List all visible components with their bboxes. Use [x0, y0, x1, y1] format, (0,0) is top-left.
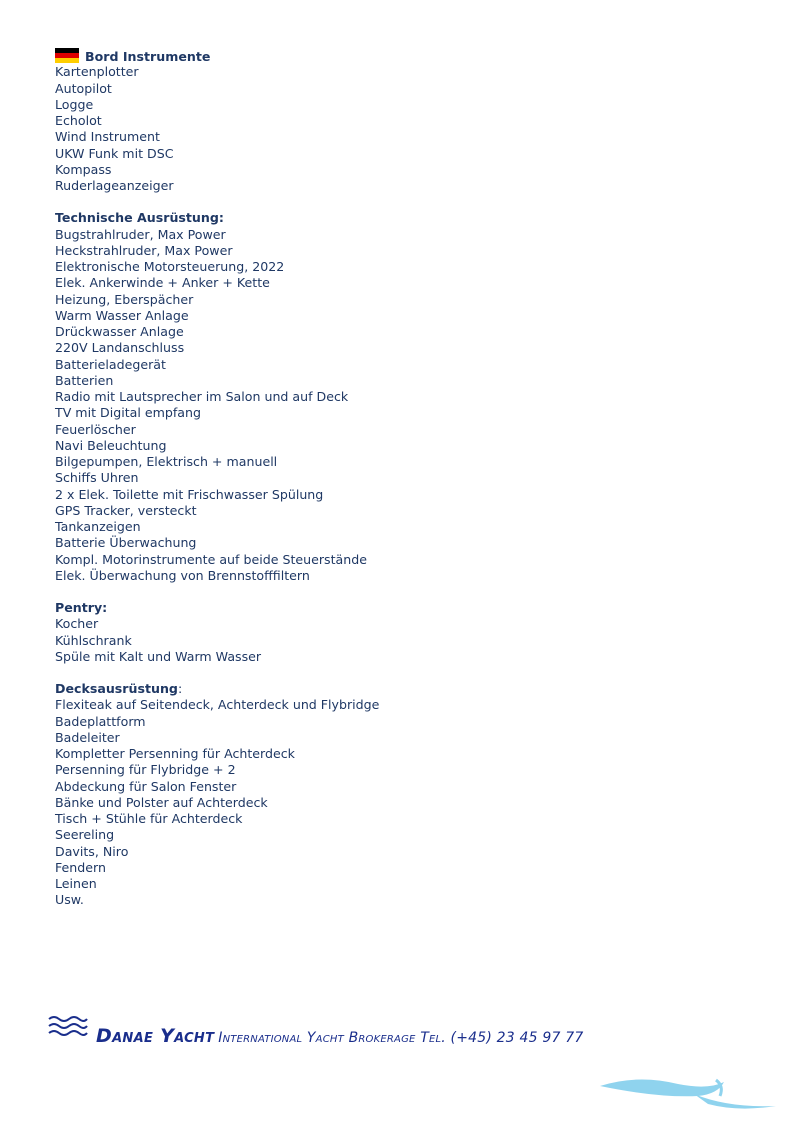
section-spacer	[55, 665, 755, 681]
list-item: Drückwasser Anlage	[55, 324, 184, 339]
list-item: Batterie Überwachung	[55, 535, 197, 551]
list-item: GPS Tracker, versteckt	[55, 502, 197, 518]
equipment-list	[55, 48, 755, 909]
section-heading-bord-instrumente: Bord Instrumente	[55, 48, 755, 64]
list-item: Flexiteak auf Seitendeck, Achterdeck und Flybridge	[55, 697, 380, 713]
wave-watermark-icon	[598, 1076, 780, 1112]
list-item: Navi Beleuchtung	[55, 437, 167, 453]
list-item: Batterien	[55, 372, 114, 388]
section-heading-technische-ausruestung: Technische Ausrüstung:	[55, 210, 224, 226]
list-item: Bugstrahlruder, Max Power	[55, 226, 226, 242]
list-item: Leinen	[55, 876, 97, 891]
list-item: Bilgepumpen, Elektrisch + manuell	[55, 454, 278, 469]
section-spacer	[55, 584, 755, 600]
german-flag-icon	[55, 48, 79, 63]
list-item: Seereling	[55, 827, 115, 843]
list-item: Bänke und Polster auf Achterdeck	[55, 794, 268, 810]
list-item: Davits, Niro	[55, 843, 129, 859]
list-item: Autopilot	[55, 80, 112, 96]
list-item: Schiffs Uhren	[55, 470, 139, 486]
list-item: Badeplattform	[55, 713, 146, 729]
list-item: Echolot	[55, 113, 102, 128]
list-item: Heckstrahlruder, Max Power	[55, 242, 233, 258]
section-spacer	[55, 194, 755, 210]
list-item: 2 x Elek. Toilette mit Frischwasser Spülung	[55, 486, 324, 502]
list-item: Usw.	[55, 892, 84, 908]
list-item: Badeleiter	[55, 729, 120, 745]
section-heading-decksausruestung: Decksausrüstung:	[55, 681, 183, 696]
list-item: Elek. Ankerwinde + Anker + Kette	[55, 275, 270, 291]
list-item: Heizung, Eberspächer	[55, 291, 194, 307]
list-item: Radio mit Lautsprecher im Salon und auf Deck	[55, 389, 349, 404]
list-item: Tankanzeigen	[55, 519, 141, 534]
list-item: Ruderlageanzeiger	[55, 178, 174, 193]
list-item: Wind Instrument	[55, 129, 160, 145]
section-heading-pentry: Pentry:	[55, 600, 108, 615]
brand-name: Danae Yacht	[96, 1025, 215, 1047]
list-item: Kompass	[55, 161, 112, 177]
list-item: Abdeckung für Salon Fenster	[55, 778, 237, 794]
list-item: Elektronische Motorsteuerung, 2022	[55, 259, 285, 274]
list-item: Logge	[55, 96, 94, 112]
list-item: Kompletter Persenning für Achterdeck	[55, 746, 295, 761]
list-item: Feuerlöscher	[55, 421, 136, 437]
list-item: Warm Wasser Anlage	[55, 307, 189, 323]
brand-tagline: International Yacht Brokerage Tel. (+45) 23 45 97 77	[218, 1030, 584, 1046]
list-item: Kocher	[55, 616, 99, 632]
list-item: Batterieladegerät	[55, 356, 166, 372]
list-item: Kartenplotter	[55, 64, 139, 80]
list-item: 220V Landanschluss	[55, 340, 185, 356]
page-footer	[48, 1013, 748, 1053]
list-item: Kompl. Motorinstrumente auf beide Steuerstände	[55, 551, 367, 567]
list-item: Tisch + Stühle für Achterdeck	[55, 811, 243, 826]
list-item: Kühlschrank	[55, 632, 132, 648]
list-item: Elek. Überwachung von Brennstofffiltern	[55, 567, 310, 583]
list-item: Fendern	[55, 859, 106, 875]
list-item: UKW Funk mit DSC	[55, 145, 174, 161]
waves-logo-icon	[48, 1013, 88, 1043]
list-item: Persenning für Flybridge + 2	[55, 762, 236, 778]
brand-line	[96, 1025, 583, 1047]
list-item: Spüle mit Kalt und Warm Wasser	[55, 648, 262, 664]
list-item: TV mit Digital empfang	[55, 405, 202, 421]
